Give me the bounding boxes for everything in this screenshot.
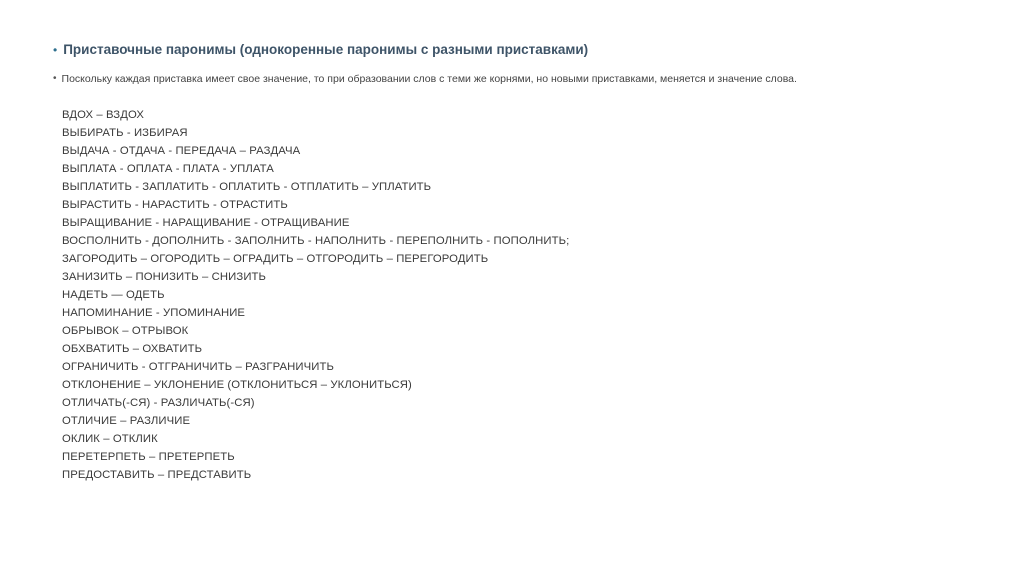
list-item: ПЕРЕТЕРПЕТЬ – ПРЕТЕРПЕТЬ [62, 451, 235, 463]
list-item: ВЫРАЩИВАНИЕ - НАРАЩИВАНИЕ - ОТРАЩИВАНИЕ [62, 217, 350, 229]
list-item: НАДЕТЬ — ОДЕТЬ [62, 289, 165, 301]
list-item: ОБХВАТИТЬ – ОХВАТИТЬ [62, 343, 203, 355]
list-item: ОТЛИЧАТЬ(-СЯ) - РАЗЛИЧАТЬ(-СЯ) [62, 397, 255, 409]
list-item: ОГРАНИЧИТЬ - ОТГРАНИЧИТЬ – РАЗГРАНИЧИТЬ [62, 361, 335, 373]
bullet-dot: • [53, 43, 58, 57]
paronym-list [62, 106, 569, 484]
list-item: ПРЕДОСТАВИТЬ – ПРЕДСТАВИТЬ [62, 469, 252, 481]
list-item: ЗАНИЗИТЬ – ПОНИЗИТЬ – СНИЗИТЬ [62, 271, 267, 283]
list-item: ВДОХ – ВЗДОХ [62, 109, 144, 121]
list-item: НАПОМИНАНИЕ - УПОМИНАНИЕ [62, 307, 246, 319]
list-item: ВЫРАСТИТЬ - НАРАСТИТЬ - ОТРАСТИТЬ [62, 199, 288, 211]
title-row [53, 40, 993, 60]
list-item: ВОСПОЛНИТЬ - ДОПОЛНИТЬ - ЗАПОЛНИТЬ - НАПОЛНИТЬ - ПЕРЕПОЛНИТЬ - ПОПОЛНИТЬ; [62, 235, 570, 247]
list-item: ВЫПЛАТА - ОПЛАТА - ПЛАТА - УПЛАТА [62, 163, 274, 175]
list-item: ОТКЛОНЕНИЕ – УКЛОНЕНИЕ (ОТКЛОНИТЬСЯ – УКЛОНИТЬСЯ) [62, 379, 412, 391]
slide-title: Приставочные паронимы (однокоренные паронимы с разными приставками) [63, 42, 589, 57]
list-item: ЗАГОРОДИТЬ – ОГОРОДИТЬ – ОГРАДИТЬ – ОТГОРОДИТЬ – ПЕРЕГОРОДИТЬ [62, 253, 489, 265]
list-item: ОТЛИЧИЕ – РАЗЛИЧИЕ [62, 415, 191, 427]
list-item: ВЫДАЧА - ОТДАЧА - ПЕРЕДАЧА – РАЗДАЧА [62, 145, 301, 157]
list-item: ОКЛИК – ОТКЛИК [62, 433, 158, 445]
list-item: ВЫБИРАТЬ - ИЗБИРАЯ [62, 127, 188, 139]
description-text: Поскольку каждая приставка имеет свое значение, то при образовании слов с теми же корнями, но новыми приставками, меняется и значение слова. [61, 73, 797, 85]
list-item: ОБРЫВОК – ОТРЫВОК [62, 325, 189, 337]
bullet-dot: • [53, 73, 57, 84]
list-item: ВЫПЛАТИТЬ - ЗАПЛАТИТЬ - ОПЛАТИТЬ - ОТПЛАТИТЬ – УПЛАТИТЬ [62, 181, 432, 193]
description-row [53, 71, 993, 87]
